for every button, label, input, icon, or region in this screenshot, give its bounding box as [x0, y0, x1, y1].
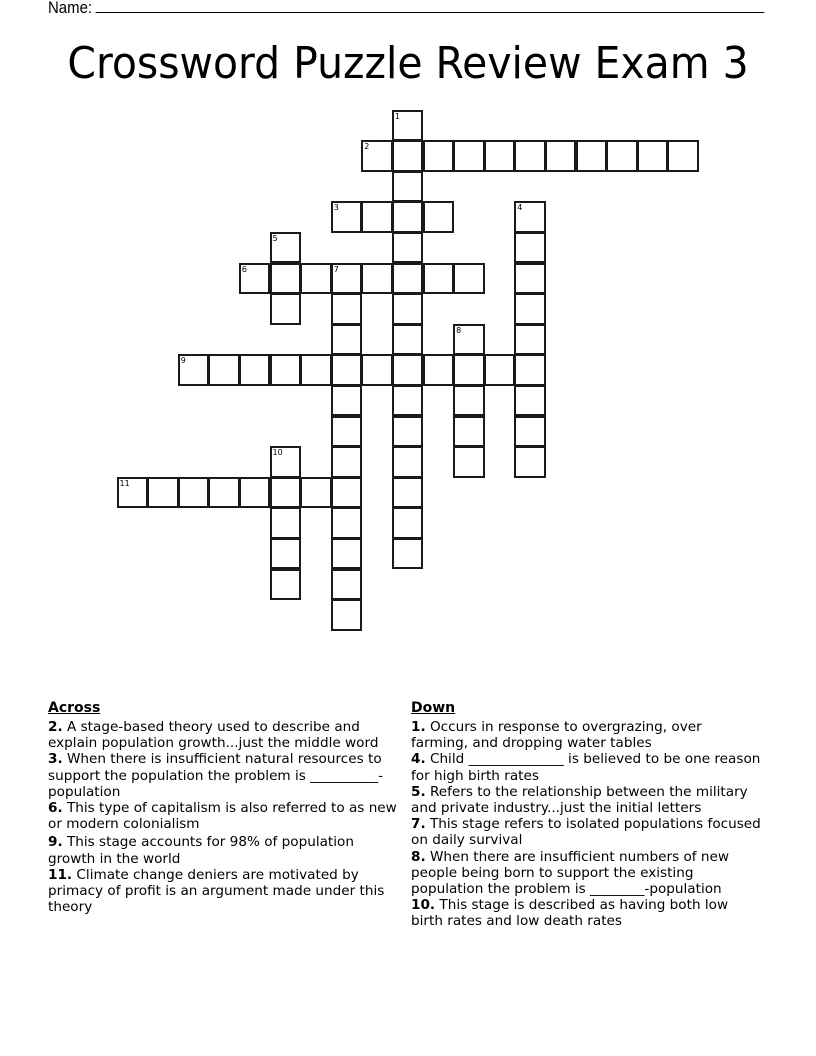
grid-cell[interactable] — [300, 477, 332, 509]
grid-cell[interactable] — [270, 446, 302, 478]
grid-cell[interactable] — [361, 140, 393, 172]
grid-cell[interactable] — [331, 569, 363, 601]
clue-number: 1 — [394, 111, 400, 121]
clue-across-2: 2. A stage-based theory used to describe and explain population growth...just the middle word — [48, 719, 379, 752]
clue-number: 4 — [517, 203, 523, 213]
grid-cell[interactable] — [484, 354, 516, 386]
across-heading: Across — [48, 700, 101, 716]
clue-down-4: 4. Child ______________ is believed to be one reason for high birth rates — [411, 751, 761, 784]
grid-cell[interactable] — [239, 263, 271, 295]
clue-number: 2 — [364, 142, 370, 152]
grid-cell[interactable] — [453, 446, 485, 478]
name-label: Name: — [48, 0, 93, 17]
grid-cell[interactable] — [392, 232, 424, 264]
grid-cell[interactable] — [331, 263, 363, 295]
grid-cell[interactable] — [392, 171, 424, 203]
grid-cell[interactable] — [453, 263, 485, 295]
grid-cell[interactable] — [331, 354, 363, 386]
grid-cell[interactable] — [423, 140, 455, 172]
grid-cell[interactable] — [300, 263, 332, 295]
grid-cell[interactable] — [423, 201, 455, 233]
grid-cell[interactable] — [392, 201, 424, 233]
grid-cell[interactable] — [606, 140, 638, 172]
grid-cell[interactable] — [178, 477, 210, 509]
grid-cell[interactable] — [331, 538, 363, 570]
grid-cell[interactable] — [514, 385, 546, 417]
clue-down-1: 1. Occurs in response to overgrazing, over farming, and dropping water tables — [411, 719, 702, 752]
grid-cell[interactable] — [392, 507, 424, 539]
grid-cell[interactable] — [392, 354, 424, 386]
grid-cell[interactable] — [270, 293, 302, 325]
clue-number: 11 — [119, 478, 130, 488]
grid-cell[interactable] — [331, 416, 363, 448]
grid-cell[interactable] — [392, 538, 424, 570]
grid-cell[interactable] — [392, 416, 424, 448]
clue-number: 9 — [180, 356, 186, 366]
clue-down-8: 8. When there are insufficient numbers of new people being born to support the existing population the problem is ________-population — [411, 848, 729, 898]
clue-down-10: 10. This stage is described as having both low birth rates and low death rates — [411, 897, 729, 930]
grid-cell[interactable] — [392, 446, 424, 478]
grid-cell[interactable] — [453, 324, 485, 356]
grid-cell[interactable] — [514, 293, 546, 325]
grid-cell[interactable] — [392, 385, 424, 417]
grid-cell[interactable] — [270, 477, 302, 509]
clue-across-6: 6. This type of capitalism is also referred to as new or modern colonialism — [48, 800, 397, 833]
grid-cell[interactable] — [514, 416, 546, 448]
grid-cell[interactable] — [637, 140, 669, 172]
clue-down-7: 7. This stage refers to isolated populations focused on daily survival — [411, 816, 761, 849]
down-clues — [411, 700, 761, 930]
grid-cell[interactable] — [514, 232, 546, 264]
grid-cell[interactable] — [361, 263, 393, 295]
grid-cell[interactable] — [514, 201, 546, 233]
grid-cell[interactable] — [514, 140, 546, 172]
grid-cell[interactable] — [239, 477, 271, 509]
across-clues — [48, 700, 398, 915]
grid-cell[interactable] — [453, 354, 485, 386]
grid-cell[interactable] — [484, 140, 516, 172]
grid-cell[interactable] — [514, 324, 546, 356]
grid-cell[interactable] — [392, 477, 424, 509]
grid-cell[interactable] — [147, 477, 179, 509]
clue-down-5: 5. Refers to the relationship between the military and private industry...just the initial letters — [411, 783, 748, 817]
grid-cell[interactable] — [208, 354, 240, 386]
clue-across-11: 11. Climate change deniers are motivated by primacy of profit is an argument made under this theory — [48, 866, 385, 916]
grid-cell[interactable] — [331, 201, 363, 233]
grid-cell[interactable] — [331, 599, 363, 631]
page-title: Crossword Puzzle Review Exam 3 — [67, 38, 749, 89]
grid-cell[interactable] — [239, 354, 271, 386]
grid-cell[interactable] — [331, 446, 363, 478]
grid-cell[interactable] — [270, 263, 302, 295]
clue-across-9: 9. This stage accounts for 98% of population growth in the world — [48, 834, 354, 867]
grid-cell[interactable] — [117, 477, 149, 509]
grid-cell[interactable] — [576, 140, 608, 172]
clue-number: 10 — [272, 448, 283, 458]
clue-number: 5 — [272, 233, 278, 243]
grid-cell[interactable] — [392, 140, 424, 172]
grid-cell[interactable] — [392, 293, 424, 325]
grid-cell[interactable] — [331, 324, 363, 356]
grid-cell[interactable] — [545, 140, 577, 172]
grid-cell[interactable] — [208, 477, 240, 509]
clue-number: 8 — [456, 325, 462, 335]
grid-cell[interactable] — [270, 354, 302, 386]
grid-cell[interactable] — [423, 354, 455, 386]
grid-cell[interactable] — [453, 416, 485, 448]
grid-cell[interactable] — [178, 354, 210, 386]
clue-number: 6 — [241, 264, 247, 274]
grid-cell[interactable] — [270, 232, 302, 264]
grid-cell[interactable] — [270, 538, 302, 570]
clue-across-3: 3. When there is insufficient natural resources to support the population the problem is __________-population — [48, 751, 384, 800]
grid-cell[interactable] — [514, 446, 546, 478]
grid-cell[interactable] — [270, 569, 302, 601]
grid-cell[interactable] — [667, 140, 699, 172]
grid-cell[interactable] — [514, 354, 546, 386]
grid-cell[interactable] — [270, 507, 302, 539]
grid-cell[interactable] — [453, 140, 485, 172]
grid-cell[interactable] — [392, 110, 424, 142]
grid-cell[interactable] — [331, 385, 363, 417]
grid-cell[interactable] — [392, 263, 424, 295]
grid-cell[interactable] — [331, 507, 363, 539]
clue-number: 7 — [333, 264, 339, 274]
clue-number: 3 — [333, 203, 339, 213]
grid-cell[interactable] — [361, 201, 393, 233]
grid-cell[interactable] — [514, 263, 546, 295]
grid-cell[interactable] — [300, 354, 332, 386]
grid-cell[interactable] — [453, 385, 485, 417]
grid-cell[interactable] — [331, 477, 363, 509]
grid-cell[interactable] — [361, 354, 393, 386]
grid-cell[interactable] — [423, 263, 455, 295]
grid-cell[interactable] — [331, 293, 363, 325]
down-heading: Down — [411, 700, 456, 716]
grid-cell[interactable] — [392, 324, 424, 356]
